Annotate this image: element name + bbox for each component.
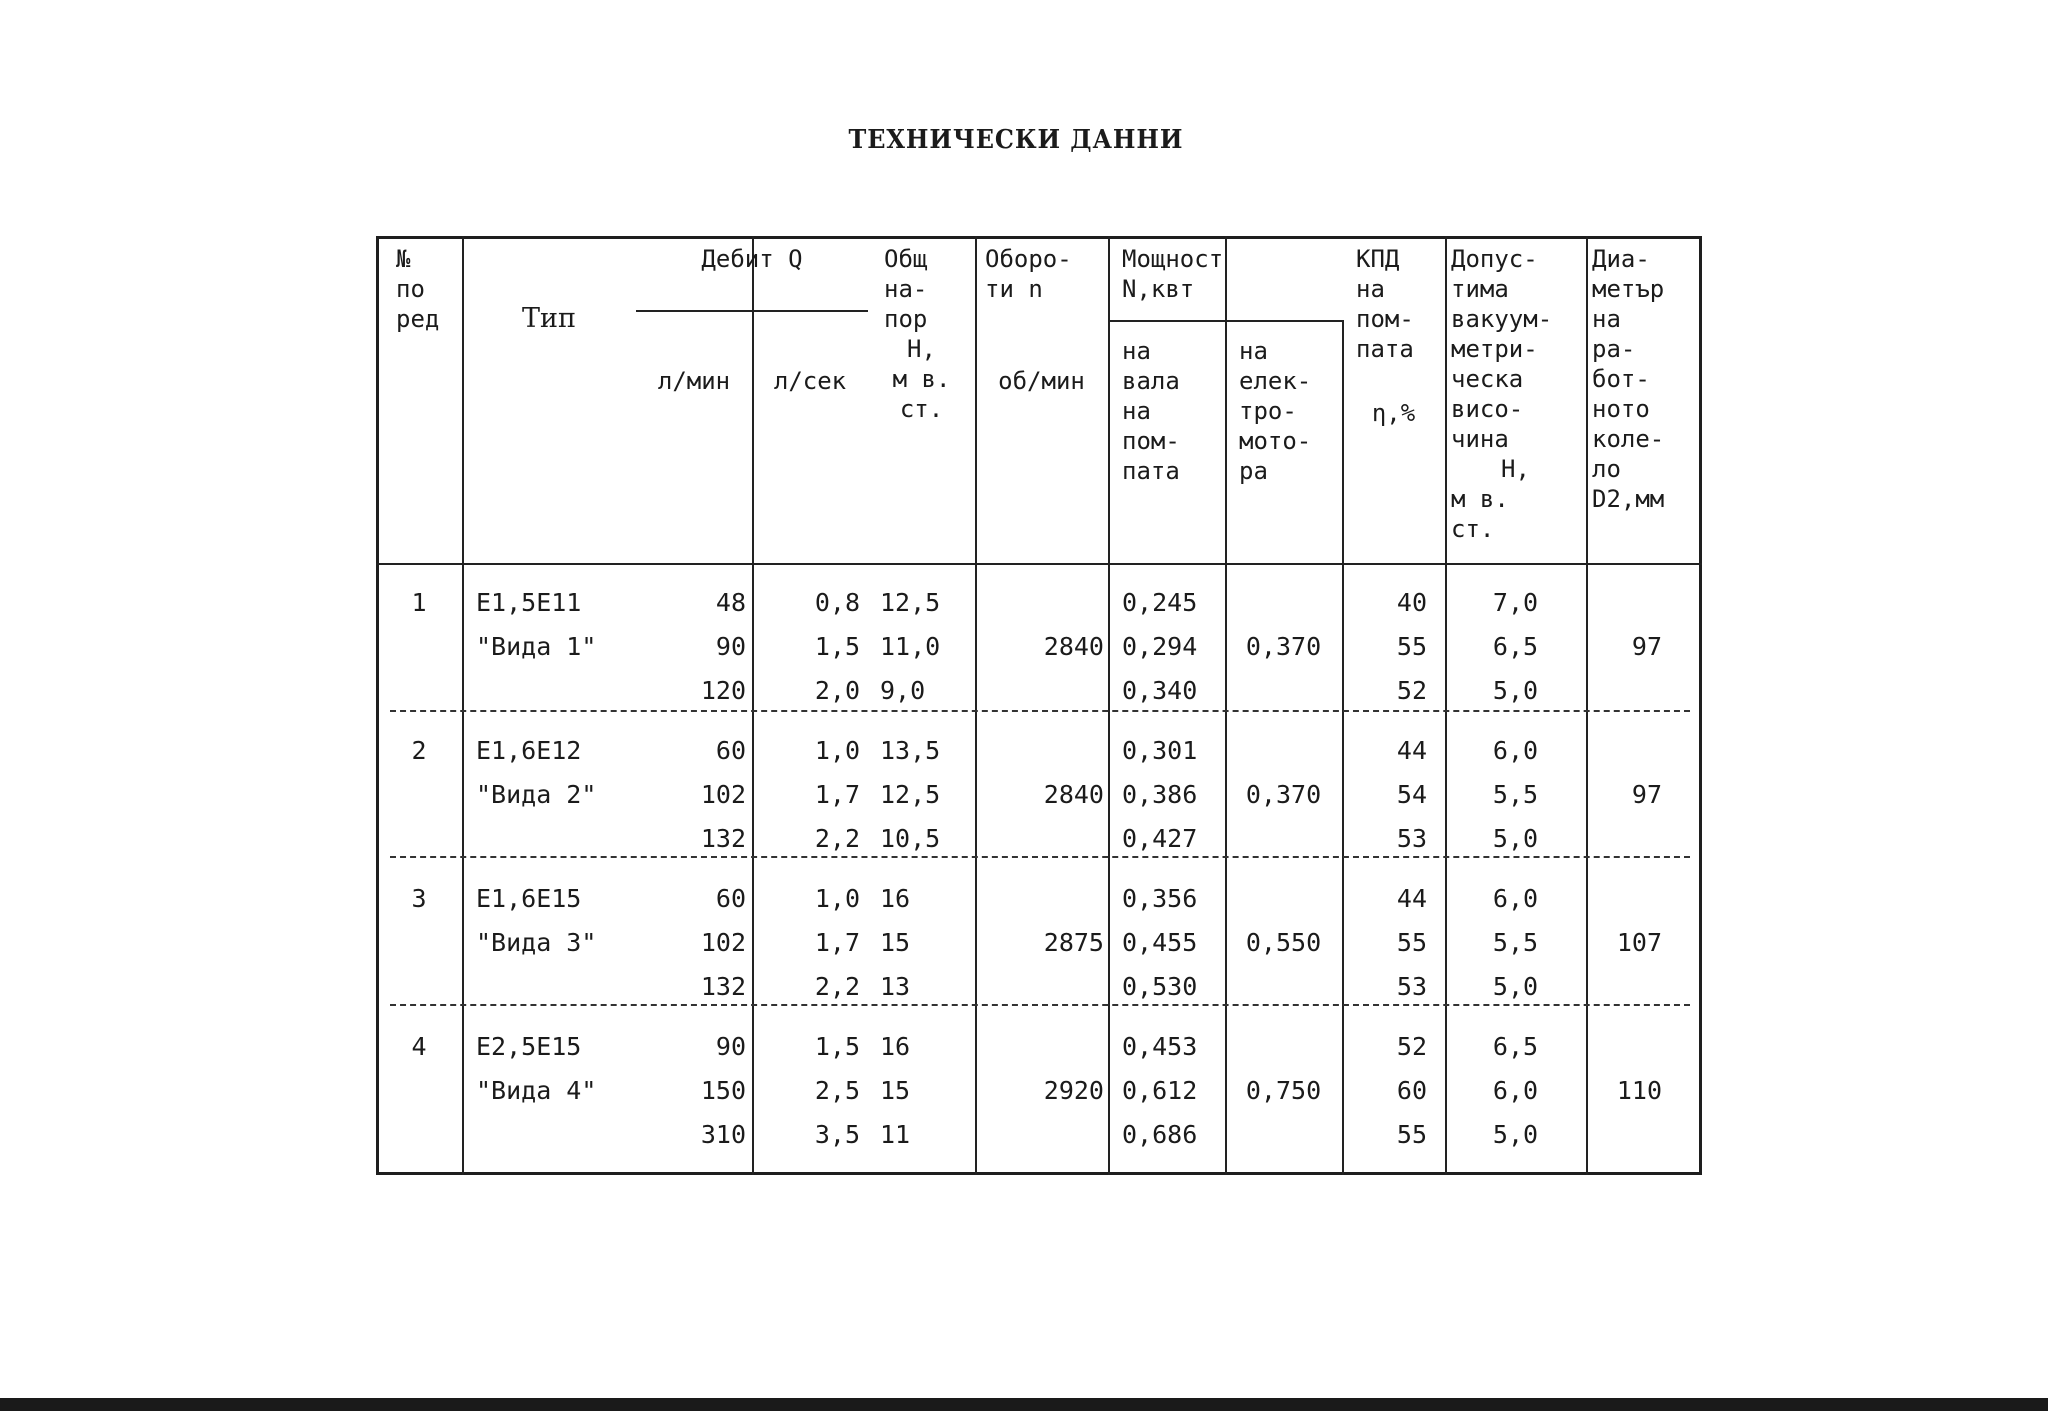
cell-head: 15 [880, 1076, 911, 1105]
row-model: Е1,5Е11 [476, 588, 582, 617]
row-name: "Вида 1" [476, 632, 597, 661]
cell-flow-lmin: 60 [715, 884, 746, 913]
row-num: 2 [411, 736, 427, 765]
header-eff-symbol: η,% [1371, 399, 1416, 427]
cell-power-shaft: 0,340 [1122, 676, 1198, 705]
cell-power-motor: 0,750 [1245, 1076, 1322, 1105]
row-model: Е2,5Е15 [476, 1032, 582, 1061]
header-flow: Дебит Q [701, 245, 803, 273]
cell-power-shaft: 0,294 [1122, 632, 1198, 661]
cell-power-shaft: 0,455 [1122, 928, 1198, 957]
cell-eff: 44 [1396, 736, 1427, 765]
cell-flow-lmin: 120 [700, 676, 746, 705]
header-divider [1108, 320, 1342, 322]
row-name: "Вида 4" [476, 1076, 597, 1105]
header-flow-lmin: л/мин [657, 367, 731, 395]
group-separator [390, 710, 1690, 712]
cell-eff: 55 [1396, 1120, 1427, 1149]
header-num: № по ред [396, 245, 440, 333]
cell-power-shaft: 0,245 [1122, 588, 1198, 617]
cell-flow-lsec: 2,0 [814, 676, 860, 705]
cell-head: 11,0 [880, 632, 941, 661]
header-power-motor: на елек- тро- мото- ра [1239, 337, 1312, 485]
cell-flow-lmin: 102 [700, 780, 746, 809]
column-divider [1225, 236, 1227, 1175]
row-name: "Вида 3" [476, 928, 597, 957]
cell-vac: 5,0 [1492, 824, 1539, 853]
header-flow-lsec: л/сек [773, 367, 847, 395]
cell-eff: 55 [1396, 632, 1427, 661]
cell-head: 12,5 [880, 780, 941, 809]
header-rpm-unit: об/мин [998, 367, 1085, 395]
cell-power-shaft: 0,453 [1122, 1032, 1198, 1061]
header-divider [636, 310, 868, 312]
column-divider [462, 236, 464, 1175]
cell-diam: 110 [1616, 1076, 1662, 1105]
cell-flow-lsec: 2,2 [814, 824, 860, 853]
cell-flow-lsec: 1,5 [814, 632, 860, 661]
cell-rpm: 2875 [1043, 928, 1104, 957]
row-name: "Вида 2" [476, 780, 597, 809]
cell-head: 13 [880, 972, 911, 1001]
cell-flow-lmin: 132 [700, 972, 746, 1001]
cell-flow-lmin: 310 [700, 1120, 746, 1149]
header-head: Общ на- пор [884, 245, 928, 333]
cell-vac: 6,0 [1492, 884, 1539, 913]
cell-head: 12,5 [880, 588, 941, 617]
row-num: 3 [411, 884, 427, 913]
cell-head: 15 [880, 928, 911, 957]
cell-power-motor: 0,370 [1245, 780, 1322, 809]
header-power-shaft: на вала на пом- пата [1122, 337, 1180, 485]
cell-flow-lsec: 1,7 [814, 780, 860, 809]
header-type: Тип [522, 303, 576, 334]
cell-power-shaft: 0,356 [1122, 884, 1198, 913]
cell-flow-lsec: 1,0 [814, 736, 860, 765]
cell-flow-lmin: 60 [715, 736, 746, 765]
cell-eff: 53 [1396, 972, 1427, 1001]
header-diam: Диа- метър на ра- бот- ното коле- ло D2,мм [1592, 245, 1665, 513]
cell-rpm: 2840 [1043, 632, 1104, 661]
cell-flow-lsec: 2,5 [814, 1076, 860, 1105]
cell-vac: 5,0 [1492, 972, 1539, 1001]
cell-rpm: 2920 [1043, 1076, 1104, 1105]
row-num: 1 [411, 588, 427, 617]
group-separator [390, 1004, 1690, 1006]
cell-head: 11 [880, 1120, 911, 1149]
cell-eff: 60 [1396, 1076, 1427, 1105]
page-title: ТЕХНИЧЕСКИ ДАННИ [848, 125, 1184, 155]
cell-eff: 52 [1396, 676, 1427, 705]
cell-vac: 6,0 [1492, 736, 1539, 765]
cell-vac: 6,5 [1492, 1032, 1539, 1061]
row-model: Е1,6Е12 [476, 736, 582, 765]
header-vac-unit: м в. ст. [1451, 485, 1509, 543]
cell-flow-lmin: 90 [715, 632, 746, 661]
cell-vac: 6,5 [1492, 632, 1539, 661]
row-num: 4 [411, 1032, 427, 1061]
cell-flow-lsec: 0,8 [814, 588, 860, 617]
cell-flow-lsec: 3,5 [814, 1120, 860, 1149]
cell-eff: 44 [1396, 884, 1427, 913]
cell-vac: 5,5 [1492, 780, 1539, 809]
cell-power-shaft: 0,686 [1122, 1120, 1198, 1149]
header-eff: КПД на пом- пата [1356, 245, 1414, 363]
cell-eff: 55 [1396, 928, 1427, 957]
cell-vac: 5,0 [1492, 1120, 1539, 1149]
header-vac: Допус- тима вакуум- метри- ческа висо- чина [1451, 245, 1553, 453]
row-model: Е1,6Е15 [476, 884, 582, 913]
cell-power-shaft: 0,530 [1122, 972, 1198, 1001]
cell-vac: 5,0 [1492, 676, 1539, 705]
cell-flow-lsec: 2,2 [814, 972, 860, 1001]
column-divider [1586, 236, 1588, 1175]
cell-eff: 40 [1396, 588, 1427, 617]
group-separator [390, 856, 1690, 858]
cell-diam: 107 [1616, 928, 1662, 957]
header-rpm: Оборо- ти n [985, 245, 1072, 303]
cell-power-shaft: 0,301 [1122, 736, 1198, 765]
cell-flow-lmin: 132 [700, 824, 746, 853]
cell-diam: 97 [1631, 632, 1662, 661]
cell-head: 16 [880, 1032, 911, 1061]
cell-flow-lsec: 1,0 [814, 884, 860, 913]
header-vac-h: Н, [1501, 455, 1530, 483]
cell-vac: 6,0 [1492, 1076, 1539, 1105]
cell-flow-lmin: 150 [700, 1076, 746, 1105]
cell-power-shaft: 0,612 [1122, 1076, 1198, 1105]
cell-power-motor: 0,370 [1245, 632, 1322, 661]
cell-flow-lmin: 90 [715, 1032, 746, 1061]
cell-eff: 54 [1396, 780, 1427, 809]
header-bottom-line [376, 563, 1702, 565]
cell-head: 9,0 [880, 676, 926, 705]
cell-eff: 52 [1396, 1032, 1427, 1061]
cell-diam: 97 [1631, 780, 1662, 809]
cell-rpm: 2840 [1043, 780, 1104, 809]
cell-eff: 53 [1396, 824, 1427, 853]
cell-power-shaft: 0,427 [1122, 824, 1198, 853]
cell-flow-lmin: 48 [715, 588, 746, 617]
cell-head: 13,5 [880, 736, 941, 765]
cell-power-motor: 0,550 [1245, 928, 1322, 957]
scan-edge [0, 1398, 2048, 1411]
cell-flow-lmin: 102 [700, 928, 746, 957]
cell-head: 16 [880, 884, 911, 913]
cell-flow-lsec: 1,7 [814, 928, 860, 957]
column-divider [1108, 236, 1110, 1175]
cell-flow-lsec: 1,5 [814, 1032, 860, 1061]
header-power: Мощност N,квт [1122, 245, 1224, 303]
header-head-unit: Н, м в. ст. [892, 335, 951, 423]
cell-vac: 5,5 [1492, 928, 1539, 957]
cell-head: 10,5 [880, 824, 941, 853]
cell-vac: 7,0 [1492, 588, 1539, 617]
cell-power-shaft: 0,386 [1122, 780, 1198, 809]
